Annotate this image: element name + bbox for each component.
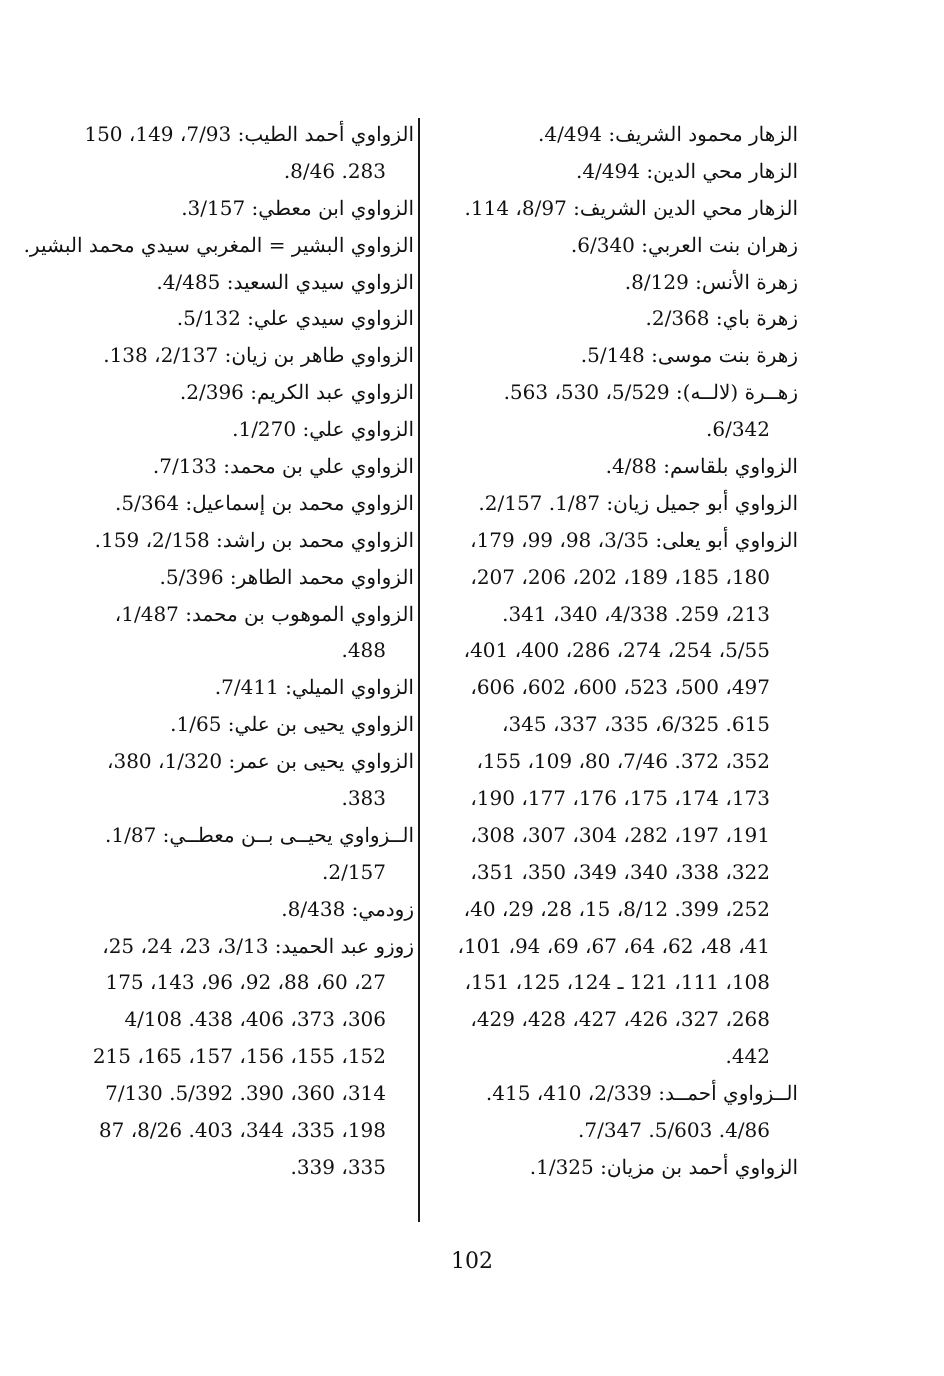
index-entry-continuation: 108، 111، 121 ـ 124، 125، 151، bbox=[464, 970, 770, 995]
index-entry: الزهار محي الدين الشريف: 8/97، 114. bbox=[464, 195, 798, 220]
column-divider bbox=[418, 118, 420, 1222]
index-entry: الــزواوي يحيــى بــن معطــي: 1/87. bbox=[105, 822, 414, 847]
index-entry-continuation: 306، 373، 406، 438. 4/108 bbox=[124, 1007, 386, 1032]
index-entry: الزواوي أحمد بن مزيان: 1/325. bbox=[529, 1154, 798, 1179]
index-column-right bbox=[430, 116, 798, 1186]
index-entry: الــزواوي أحمــد: 2/339، 410، 415. bbox=[485, 1081, 798, 1106]
index-entry: الزواوي الموهوب بن محمد: 1/487، bbox=[114, 601, 414, 626]
index-entry-continuation: 442. bbox=[725, 1044, 770, 1069]
index-entry-continuation: 314، 360، 390. 5/392. 7/130 bbox=[105, 1081, 386, 1106]
index-entry-continuation: 213، 259. 4/338، 340، 341. bbox=[502, 601, 770, 626]
index-entry: زهرة بنت موسى: 5/148. bbox=[580, 343, 798, 368]
index-entry: زهرة باي: 2/368. bbox=[645, 306, 798, 331]
index-entry: الزواوي أحمد الطيب: 7/93، 149، 150 bbox=[84, 122, 414, 146]
index-entry: الزواوي سيدي علي: 5/132. bbox=[176, 306, 414, 331]
index-entry: زودمي: 8/438. bbox=[281, 896, 414, 921]
index-entry-continuation: 497، 500، 523، 600، 602، 606، bbox=[470, 675, 770, 700]
index-entry: الزواوي طاهر بن زيان: 2/137، 138. bbox=[103, 343, 414, 368]
index-entry-continuation: 615. 6/325، 335، 337، 345، bbox=[501, 712, 770, 737]
index-entry-continuation: 27، 60، 88، 92، 96، 143، 175 bbox=[105, 970, 386, 995]
index-entry: زوزو عبد الحميد: 3/13، 23، 24، 25، bbox=[102, 933, 414, 958]
index-entry: الزهار محمود الشريف: 4/494. bbox=[537, 122, 798, 146]
index-entry-continuation: 383. bbox=[341, 786, 386, 811]
index-entry: الزواوي علي: 1/270. bbox=[232, 417, 414, 442]
index-entry-continuation: 173، 174، 175، 176، 177، 190، bbox=[470, 786, 770, 811]
index-entry: زهرة الأنس: 8/129. bbox=[624, 269, 798, 294]
index-entry: الزواوي أبو يعلى: 3/35، 98، 99، 179، bbox=[470, 527, 798, 552]
index-entry: الزواوي علي بن محمد: 7/133. bbox=[152, 454, 414, 479]
index-entry-continuation: 252، 399. 8/12، 15، 28، 29، 40، bbox=[463, 896, 770, 921]
index-entry: الزواوي محمد بن راشد: 2/158، 159. bbox=[94, 527, 414, 552]
index-entry-continuation: 352، 372. 7/46، 80، 109، 155، bbox=[476, 749, 770, 774]
index-entry: الزواوي يحيى بن علي: 1/65. bbox=[170, 712, 414, 737]
index-entry-continuation: 335، 339. bbox=[290, 1154, 386, 1179]
index-entry: الزهار محي الدين: 4/494. bbox=[575, 158, 798, 183]
index-entry: الزواوي بلقاسم: 4/88. bbox=[605, 454, 798, 479]
index-entry-continuation: 4/86. 5/603. 7/347. bbox=[578, 1118, 770, 1143]
index-entry-continuation: 180، 185، 189، 202، 206، 207، bbox=[470, 564, 770, 589]
index-entry-continuation: 2/157. bbox=[322, 859, 386, 884]
page-number: 102 bbox=[451, 1249, 493, 1274]
index-entry-continuation: 191، 197، 282، 304، 307، 308، bbox=[470, 822, 770, 847]
index-entry: زهران بنت العربي: 6/340. bbox=[570, 232, 798, 257]
index-entry: الزواوي محمد بن إسماعيل: 5/364. bbox=[115, 490, 414, 515]
index-entry-continuation: 5/55، 254، 274، 286، 400، 401، bbox=[463, 638, 770, 663]
index-entry-continuation: 41، 48، 62، 64، 67، 69، 94، 101، bbox=[457, 933, 770, 958]
index-entry: الزواوي أبو جميل زيان: 1/87. 2/157. bbox=[478, 490, 798, 515]
index-entry-continuation: 488. bbox=[341, 638, 386, 663]
index-entry: زهــرة (لالــه): 5/529، 530، 563. bbox=[503, 380, 798, 405]
index-entry: الزواوي عبد الكريم: 2/396. bbox=[179, 380, 414, 405]
index-entry: الزواوي سيدي السعيد: 4/485. bbox=[156, 269, 414, 294]
index-entry-continuation: 6/342. bbox=[706, 417, 770, 442]
index-entry-continuation: 152، 155، 156، 157، 165، 215 bbox=[92, 1044, 386, 1069]
index-column-left bbox=[24, 116, 414, 1186]
index-entry-continuation: 268، 327، 426، 427، 428، 429، bbox=[470, 1007, 770, 1032]
index-entry: الزواوي البشير = المغربي سيدي محمد البشير. bbox=[24, 232, 414, 257]
index-entry: الزواوي ابن معطي: 3/157. bbox=[181, 195, 414, 220]
index-entry-continuation: 322، 338، 340، 349، 350، 351، bbox=[470, 859, 770, 884]
index-entry-continuation: 283. 8/46. bbox=[283, 158, 386, 183]
index-entry: الزواوي محمد الطاهر: 5/396. bbox=[159, 564, 414, 589]
index-entry: الزواوي يحيى بن عمر: 1/320، 380، bbox=[107, 749, 414, 774]
index-entry-continuation: 198، 335، 344، 403. 8/26، 87 bbox=[98, 1118, 386, 1143]
index-entry: الزواوي الميلي: 7/411. bbox=[214, 675, 414, 700]
